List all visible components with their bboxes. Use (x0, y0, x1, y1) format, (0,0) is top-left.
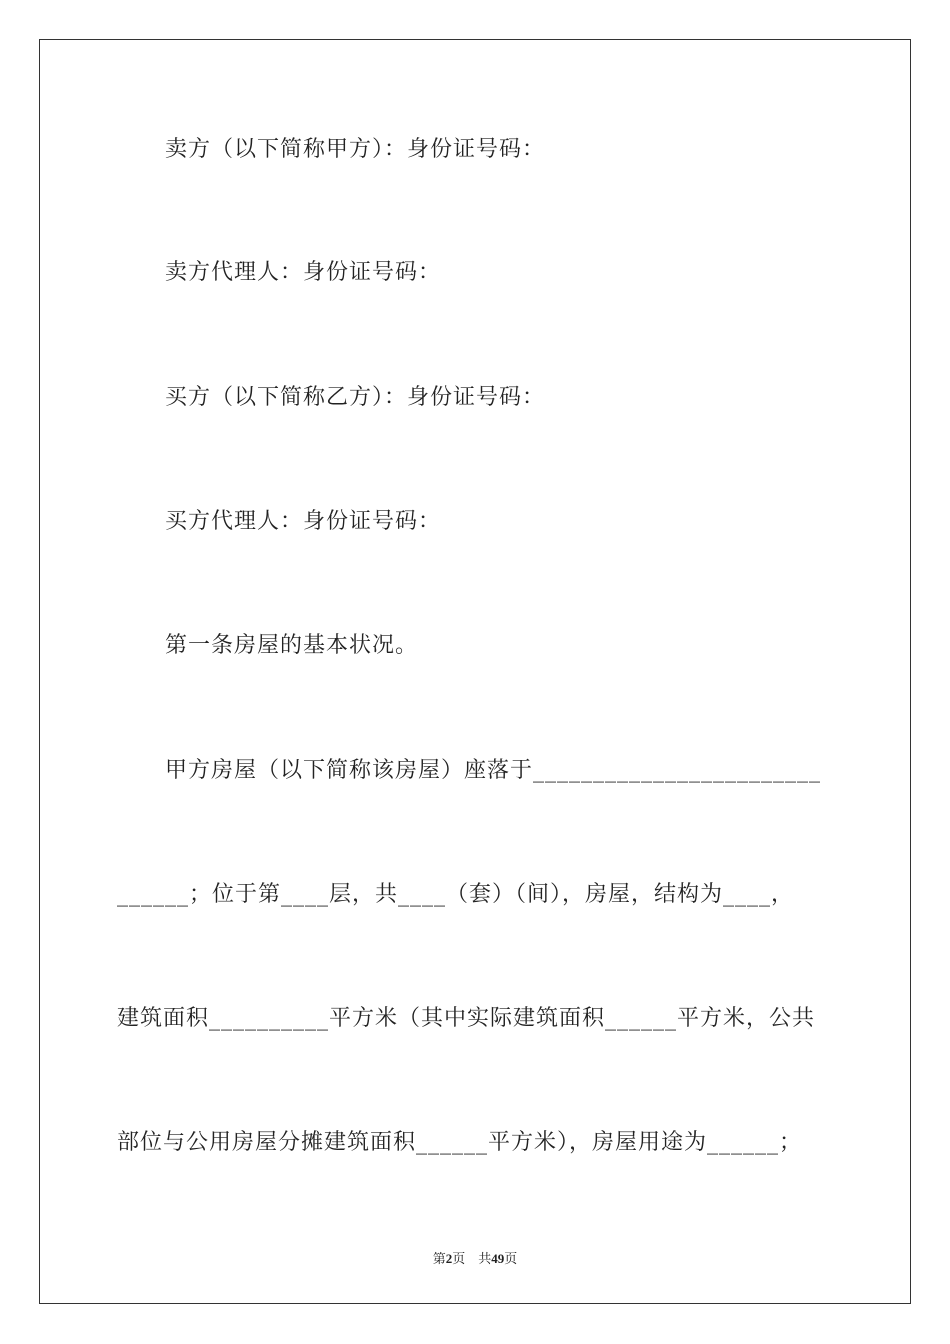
seller-line: 卖方（以下简称甲方）：身份证号码： (165, 137, 546, 162)
property-use-line: 部位与公用房屋分摊建筑面积______平方米），房屋用途为______； (117, 1130, 803, 1155)
buyer-agent-line: 买方代理人：身份证号码： (165, 509, 442, 534)
footer-total-pages: 49 (491, 1251, 505, 1266)
page-footer (0, 1248, 950, 1267)
footer-prefix: 第 (432, 1251, 446, 1266)
property-location-line: 甲方房屋（以下简称该房屋）座落于________________________ (165, 758, 822, 783)
page-frame (39, 39, 911, 1304)
property-area-line: 建筑面积__________平方米（其中实际建筑面积______平方米，公共 (117, 1006, 816, 1031)
footer-middle: 页 共 (452, 1251, 492, 1266)
article-one-heading: 第一条房屋的基本状况。 (165, 633, 419, 658)
buyer-line: 买方（以下简称乙方）：身份证号码： (165, 385, 546, 410)
seller-agent-line: 卖方代理人：身份证号码： (165, 260, 442, 285)
property-floor-line: ______；位于第____层，共____（套）（间），房屋，结构为____， (117, 882, 795, 907)
footer-suffix: 页 (504, 1251, 518, 1266)
footer-page-number: 2 (445, 1251, 453, 1266)
